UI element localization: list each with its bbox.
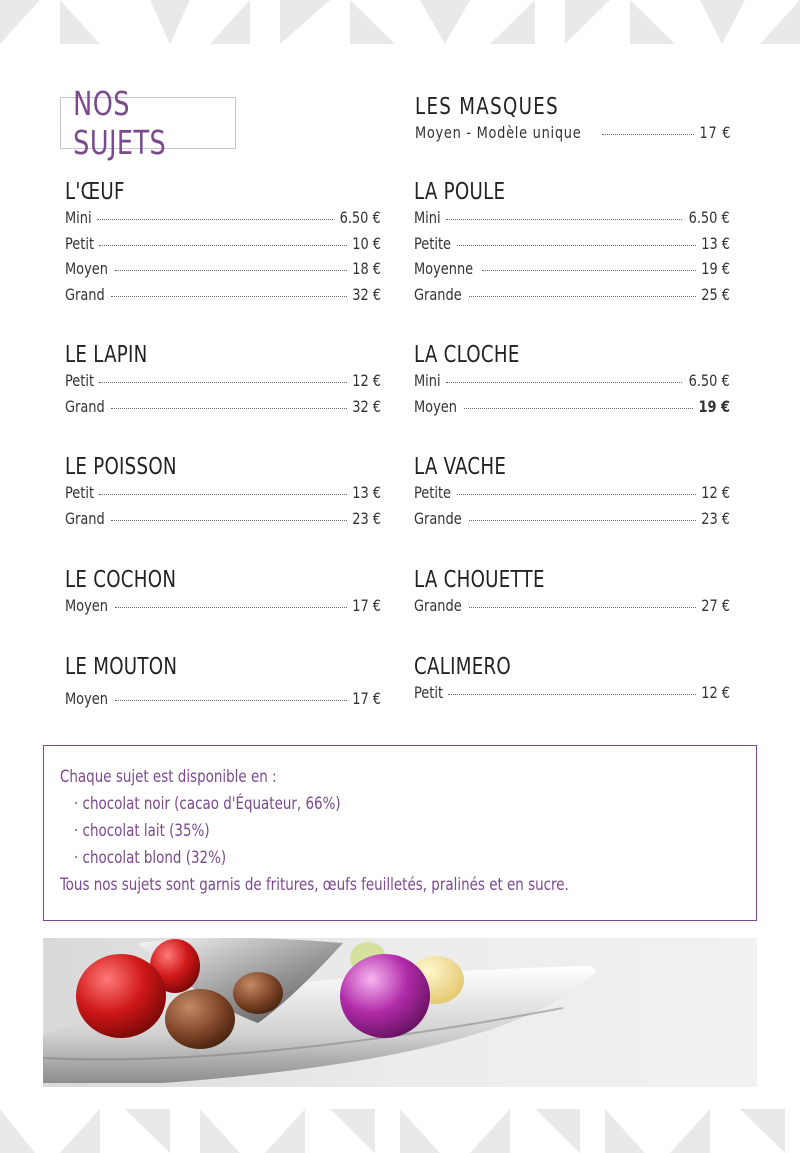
item-label: Mini bbox=[65, 208, 92, 227]
item-label: Petit bbox=[65, 483, 95, 502]
section-poisson bbox=[65, 451, 381, 534]
item-label: Moyen bbox=[414, 396, 457, 416]
item-price: 6.50 € bbox=[688, 208, 730, 227]
dot-leader bbox=[99, 245, 347, 246]
dot-leader bbox=[111, 520, 347, 521]
dot-leader bbox=[457, 494, 696, 495]
price-row bbox=[65, 259, 381, 285]
item-label: Moyenne bbox=[414, 259, 474, 278]
chocolate-plate-image bbox=[43, 938, 757, 1087]
item-price: 23 € bbox=[701, 508, 730, 528]
dot-leader bbox=[446, 219, 683, 220]
price-row bbox=[414, 259, 730, 285]
price-row bbox=[65, 285, 381, 311]
dot-leader bbox=[111, 296, 347, 297]
dot-leader bbox=[99, 494, 347, 495]
dot-leader bbox=[115, 700, 347, 701]
section-title: LE MOUTON bbox=[65, 654, 178, 680]
section-title: LE COCHON bbox=[65, 567, 177, 593]
item-label: Petite bbox=[414, 483, 451, 502]
section-title: LE LAPIN bbox=[65, 342, 148, 368]
price-row bbox=[65, 509, 381, 535]
item-price: 17 € bbox=[352, 596, 381, 615]
item-price: 6.50 € bbox=[339, 208, 381, 227]
item-price: 17 € bbox=[352, 689, 381, 708]
item-price: 6.50 € bbox=[688, 371, 730, 390]
item-price: 17 € bbox=[699, 123, 731, 142]
item-label: Grand bbox=[65, 508, 105, 528]
item-price: 32 € bbox=[352, 396, 381, 416]
section-mouton bbox=[65, 651, 381, 715]
section-title: LA CHOUETTE bbox=[414, 567, 545, 593]
dot-leader bbox=[99, 382, 347, 383]
dot-leader bbox=[482, 270, 696, 271]
price-row bbox=[65, 397, 381, 423]
section-title: CALIMERO bbox=[414, 654, 511, 680]
page-title-box bbox=[60, 84, 236, 162]
info-option: · chocolat noir (cacao d'Équateur, 66%) bbox=[74, 794, 341, 814]
price-row bbox=[414, 483, 730, 509]
availability-info-box bbox=[43, 745, 757, 921]
dot-leader bbox=[115, 270, 347, 271]
section-oeuf bbox=[65, 176, 381, 310]
item-price: 12 € bbox=[701, 683, 730, 702]
section-title: LES MASQUES bbox=[415, 94, 559, 120]
item-label: Mini bbox=[414, 208, 441, 227]
price-row bbox=[414, 208, 730, 234]
item-price: 27 € bbox=[701, 596, 730, 615]
item-label: Grand bbox=[65, 396, 105, 416]
info-option: · chocolat blond (32%) bbox=[74, 848, 227, 868]
section-poule bbox=[414, 176, 730, 310]
item-label: Moyen bbox=[65, 259, 108, 278]
item-price: 19 € bbox=[701, 259, 730, 278]
section-cochon bbox=[65, 564, 381, 622]
item-label: Grande bbox=[414, 596, 462, 615]
item-label: Moyen - Modèle unique bbox=[415, 123, 582, 142]
price-row bbox=[65, 371, 381, 397]
dot-leader bbox=[111, 408, 347, 409]
info-option: · chocolat lait (35%) bbox=[74, 821, 210, 841]
price-row bbox=[65, 234, 381, 260]
item-label: Petit bbox=[414, 683, 444, 702]
dot-leader bbox=[97, 219, 334, 220]
item-label: Moyen bbox=[65, 689, 108, 708]
info-footer: Tous nos sujets sont garnis de fritures, œufs feuilletés, pralinés et en sucre. bbox=[60, 875, 569, 895]
item-price: 19 € bbox=[698, 396, 730, 416]
dot-leader bbox=[457, 245, 696, 246]
price-row bbox=[65, 689, 381, 715]
price-row bbox=[414, 371, 730, 397]
item-label: Grande bbox=[414, 284, 462, 304]
price-row bbox=[414, 234, 730, 260]
section-title: L'ŒUF bbox=[65, 179, 125, 205]
price-row bbox=[414, 397, 730, 423]
section-lapin bbox=[65, 339, 381, 422]
price-row bbox=[415, 123, 731, 149]
decorative-pattern-bottom bbox=[0, 1109, 800, 1153]
section-cloche bbox=[414, 339, 730, 422]
section-masques bbox=[415, 91, 731, 149]
item-price: 10 € bbox=[352, 233, 381, 253]
section-calimero bbox=[414, 651, 730, 709]
info-intro: Chaque sujet est disponible en : bbox=[60, 767, 277, 787]
item-label: Grand bbox=[65, 284, 105, 304]
item-price: 32 € bbox=[352, 284, 381, 304]
price-row bbox=[414, 285, 730, 311]
dot-leader bbox=[446, 382, 683, 383]
item-label: Petite bbox=[414, 233, 451, 253]
dot-leader bbox=[602, 134, 694, 135]
section-title: LA VACHE bbox=[414, 454, 507, 480]
price-row bbox=[414, 596, 730, 622]
item-price: 18 € bbox=[352, 259, 381, 278]
item-label: Petit bbox=[65, 371, 95, 390]
item-label: Mini bbox=[414, 371, 441, 390]
item-price: 12 € bbox=[352, 371, 381, 390]
page-title: NOS SUJETS bbox=[73, 84, 167, 162]
item-label: Moyen bbox=[65, 596, 108, 615]
price-row bbox=[414, 683, 730, 709]
item-price: 13 € bbox=[352, 483, 381, 502]
item-price: 25 € bbox=[701, 284, 730, 304]
section-title: LE POISSON bbox=[65, 454, 177, 480]
dot-leader bbox=[469, 607, 696, 608]
price-row bbox=[414, 509, 730, 535]
dot-leader bbox=[448, 694, 696, 695]
dot-leader bbox=[469, 520, 696, 521]
dot-leader bbox=[464, 408, 693, 409]
item-price: 23 € bbox=[352, 508, 381, 528]
price-row bbox=[65, 208, 381, 234]
dot-leader bbox=[115, 607, 347, 608]
price-row bbox=[65, 483, 381, 509]
dot-leader bbox=[469, 296, 696, 297]
price-row bbox=[65, 596, 381, 622]
item-price: 13 € bbox=[701, 233, 730, 253]
item-label: Grande bbox=[414, 508, 462, 528]
section-title: LA CLOCHE bbox=[414, 342, 520, 368]
section-chouette bbox=[414, 564, 730, 622]
item-label: Petit bbox=[65, 233, 95, 253]
section-title: LA POULE bbox=[414, 179, 506, 205]
section-vache bbox=[414, 451, 730, 534]
item-price: 12 € bbox=[701, 483, 730, 502]
decorative-pattern-top bbox=[0, 0, 800, 44]
